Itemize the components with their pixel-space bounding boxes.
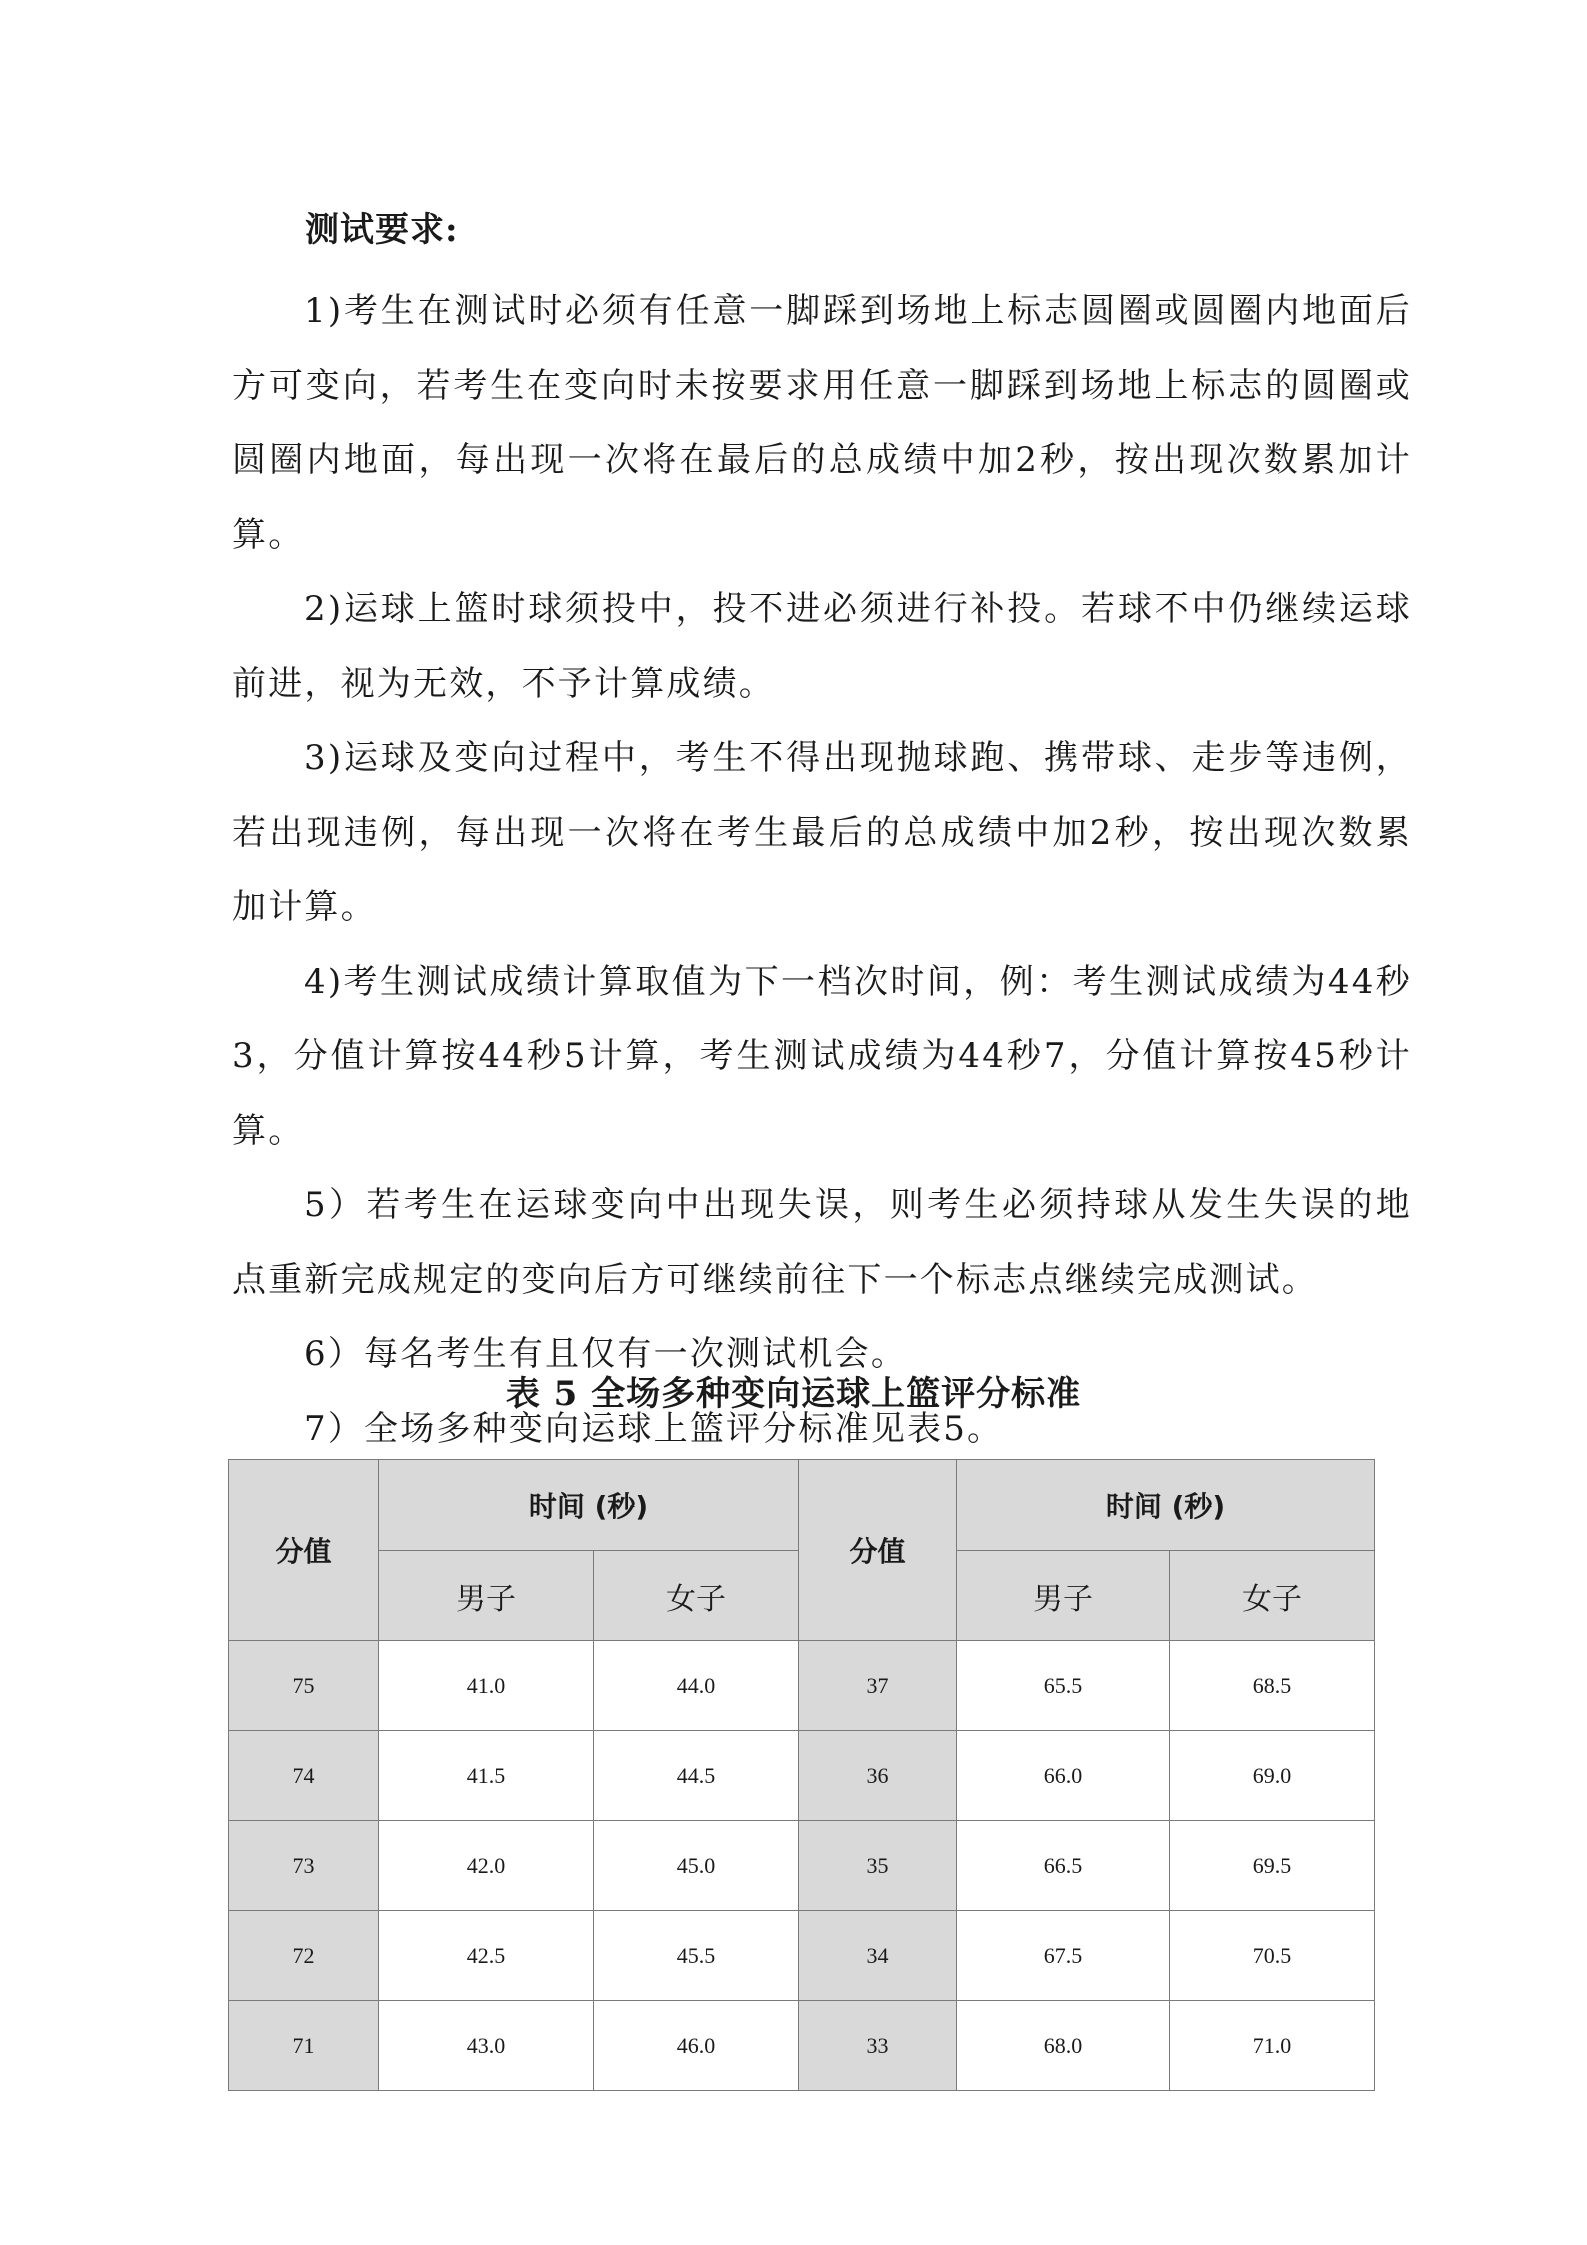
requirement-paragraph: 2)运球上篮时球须投中，投不进必须进行补投。若球不中仍继续运球前进，视为无效，不予计算成绩。 [232,589,1412,704]
female-time-cell: 68.5 [1170,1641,1375,1731]
table-header-row [229,1460,1375,1551]
requirements-text [232,274,1412,1466]
table-row [229,1731,1375,1821]
requirement-paragraph: 4)考生测试成绩计算取值为下一档次时间，例：考生测试成绩为44秒3，分值计算按44秒5计算，考生测试成绩为44秒7，分值计算按45秒计算。 [232,961,1412,1151]
female-time-cell: 44.5 [594,1731,799,1821]
female-header-left: 女子 [594,1551,799,1641]
requirement-paragraph: 1)考生在测试时必须有任意一脚踩到场地上标志圆圈或圆圈内地面后方可变向，若考生在变向时未按要求用任意一脚踩到场地上标志的圆圈或圆圈内地面，每出现一次将在最后的总成绩中加2秒，按出现次数累加计算。 [232,291,1412,555]
male-time-cell: 66.5 [957,1821,1170,1911]
female-time-cell: 69.5 [1170,1821,1375,1911]
section-heading: 测试要求: [305,210,459,250]
score-header-right: 分值 [799,1460,957,1641]
female-time-cell: 45.0 [594,1821,799,1911]
male-time-cell: 41.5 [379,1731,594,1821]
table-row [229,1641,1375,1731]
male-time-cell: 43.0 [379,2001,594,2091]
requirement-paragraph: 5）若考生在运球变向中出现失误，则考生必须持球从发生失误的地点重新完成规定的变向后方可继续前往下一个标志点继续完成测试。 [232,1185,1412,1300]
female-header-right: 女子 [1170,1551,1375,1641]
female-time-cell: 71.0 [1170,2001,1375,2091]
requirement-paragraph: 3)运球及变向过程中，考生不得出现抛球跑、携带球、走步等违例，若出现违例，每出现一次将在考生最后的总成绩中加2秒，按出现次数累加计算。 [232,738,1412,927]
score-header-left: 分值 [229,1460,379,1641]
table-row [229,1821,1375,1911]
male-time-cell: 41.0 [379,1641,594,1731]
score-cell: 74 [229,1731,379,1821]
female-time-cell: 44.0 [594,1641,799,1731]
requirement-paragraph: 7）全场多种变向运球上篮评分标准见表5。 [304,1408,1004,1449]
scoring-table [228,1459,1375,2091]
score-cell: 73 [229,1821,379,1911]
score-cell: 36 [799,1731,957,1821]
score-cell: 33 [799,2001,957,2091]
score-cell: 35 [799,1821,957,1911]
male-time-cell: 42.5 [379,1911,594,2001]
score-cell: 37 [799,1641,957,1731]
score-cell: 34 [799,1911,957,2001]
time-header-right: 时间 (秒) [957,1460,1375,1551]
male-time-cell: 66.0 [957,1731,1170,1821]
male-time-cell: 42.0 [379,1821,594,1911]
male-header-right: 男子 [957,1551,1170,1641]
female-time-cell: 70.5 [1170,1911,1375,2001]
score-cell: 75 [229,1641,379,1731]
male-time-cell: 68.0 [957,2001,1170,2091]
score-cell: 71 [229,2001,379,2091]
male-time-cell: 65.5 [957,1641,1170,1731]
female-time-cell: 46.0 [594,2001,799,2091]
table-title: 表 5 全场多种变向运球上篮评分标准 [505,1374,1082,1414]
male-header-left: 男子 [379,1551,594,1641]
female-time-cell: 45.5 [594,1911,799,2001]
table-row [229,1911,1375,2001]
requirement-paragraph: 6）每名考生有且仅有一次测试机会。 [304,1334,908,1374]
table-row [229,2001,1375,2091]
male-time-cell: 67.5 [957,1911,1170,2001]
score-cell: 72 [229,1911,379,2001]
female-time-cell: 69.0 [1170,1731,1375,1821]
time-header-left: 时间 (秒) [379,1460,799,1551]
